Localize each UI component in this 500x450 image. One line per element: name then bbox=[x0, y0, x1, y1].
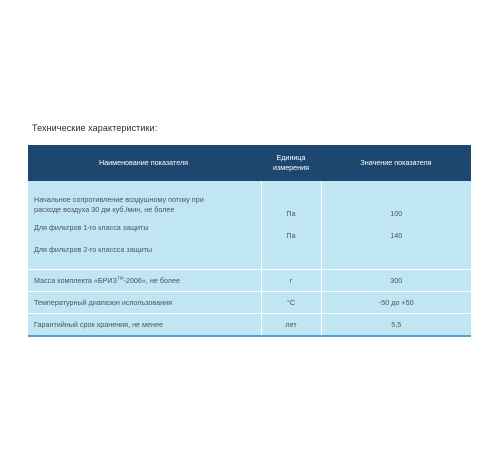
param-mass-prefix: Масса комплекта «БРИЗ bbox=[34, 275, 117, 285]
header-unit-line2: измерения bbox=[272, 163, 310, 172]
param-cell bbox=[28, 270, 261, 292]
trademark-sup: TM bbox=[116, 275, 124, 281]
value-cell: 300 bbox=[321, 270, 471, 292]
table-header-row bbox=[28, 145, 471, 181]
param-intro-line2: расходе воздуха 30 дм куб./мин, не более bbox=[34, 205, 175, 214]
param-cell bbox=[28, 181, 261, 270]
table-row bbox=[28, 314, 471, 337]
param-mass-suffix: -2006», не более bbox=[123, 275, 180, 285]
param-intro-line1: Начальное сопротивление воздушному потоку при bbox=[34, 195, 204, 204]
param-sub1-label: Для фильтров 1-го класса защиты bbox=[34, 223, 149, 232]
param-sub2-label: Для фильтров 2-го клacсса защиты bbox=[34, 245, 153, 254]
table-row bbox=[28, 292, 471, 314]
sub2-value: 140 bbox=[390, 231, 403, 240]
param-cell: Гарантийный срок хранения, не менее bbox=[28, 314, 261, 337]
value-cell: 5,5 bbox=[321, 314, 471, 337]
unit-cell: °С bbox=[261, 292, 321, 314]
unit-cell: г bbox=[261, 270, 321, 292]
unit-cell: лет bbox=[261, 314, 321, 337]
header-unit-line1: Единица bbox=[276, 153, 306, 162]
table-row bbox=[28, 181, 471, 270]
header-value: Значение показателя bbox=[321, 145, 471, 181]
sub1-unit: Па bbox=[286, 209, 296, 218]
value-cell: -50 до +50 bbox=[321, 292, 471, 314]
header-unit bbox=[261, 145, 321, 181]
param-cell: Температурный диапазон использования bbox=[28, 292, 261, 314]
header-parameter: Наименование показателя bbox=[28, 145, 261, 181]
unit-cell bbox=[261, 181, 321, 270]
sub1-value: 100 bbox=[390, 209, 403, 218]
value-cell bbox=[321, 181, 471, 270]
sub2-unit: Па bbox=[286, 231, 296, 240]
section-title: Технические характеристики: bbox=[32, 123, 158, 133]
table-row bbox=[28, 270, 471, 292]
spec-table bbox=[28, 145, 471, 337]
